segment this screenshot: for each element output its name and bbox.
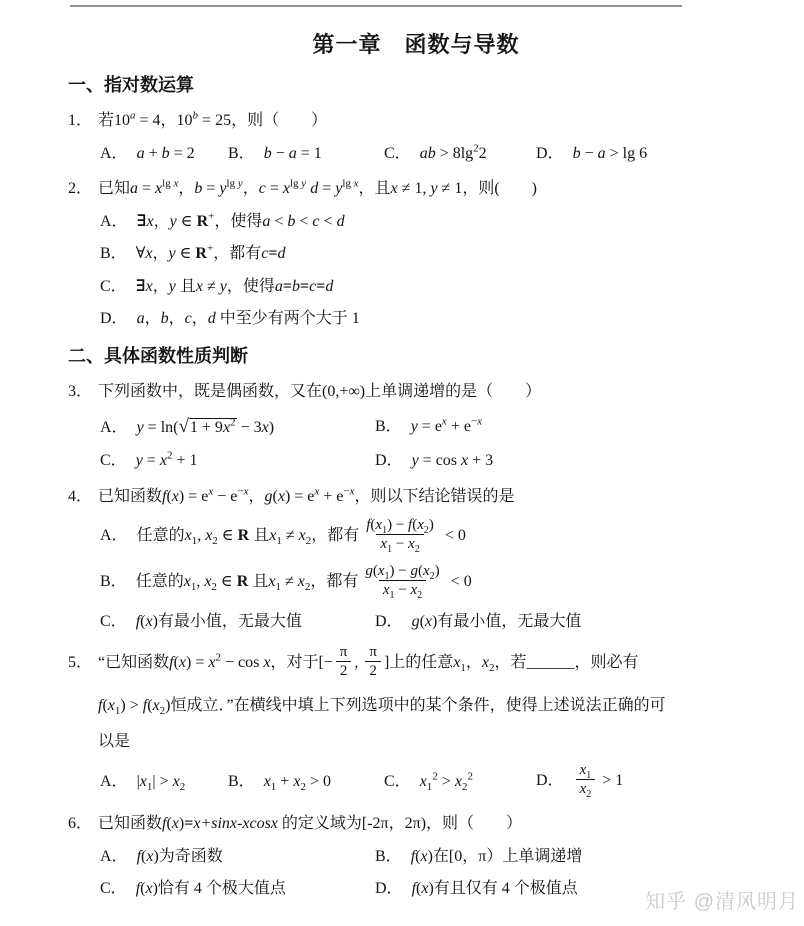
option-B	[100, 564, 764, 601]
option-label: C．	[100, 880, 127, 898]
options-group	[68, 142, 764, 165]
section-heading: 二、具体函数性质判断	[68, 345, 248, 366]
option-text: ab > $8\lg^22$	[419, 142, 487, 162]
watermark: 知乎 @清风明月	[645, 891, 799, 913]
option-text: $x_1 + x_2 > 0$	[263, 772, 331, 793]
option-label: B．	[228, 772, 255, 790]
question-stem-text: 以是	[98, 732, 131, 750]
option-label: D．	[375, 452, 403, 470]
option-label: C．	[384, 772, 411, 790]
question-number: 1．	[68, 112, 93, 129]
option-C	[100, 877, 375, 900]
option-label: B．	[100, 572, 127, 590]
option-label: D．	[375, 612, 403, 630]
option-B	[228, 770, 384, 793]
option-text: f(x)在[0，π）上单调递增	[410, 847, 583, 865]
question-stem-line	[68, 812, 764, 836]
option-A	[100, 845, 375, 868]
option-C	[384, 770, 536, 793]
option-label: B．	[375, 847, 402, 865]
option-label: D．	[536, 145, 564, 162]
option-text: y = cos x + 3	[411, 452, 494, 470]
option-C	[384, 142, 536, 165]
option-text: 任意的$x_1$, $x_2$ ∈ R 且$x_1 \ne x_2$，都有 $\frac{f(x_1) - f(x_2)}{x_1 - x_2}$ < 0	[136, 516, 466, 555]
question-number: 4．	[68, 487, 93, 505]
option-text: b − a = 1	[263, 145, 322, 162]
question-stem-text: 已知$a = x^{lg x}$，$b = y^{lg y}$，$c = x^{lg y}$ $d = y^{lg x}$，且x ≠ 1, y ≠ 1，则( )	[98, 177, 537, 198]
sqrt-radical: $√1 + 9x^2$	[178, 415, 236, 437]
option-label: C．	[384, 145, 411, 162]
question-stem-line	[68, 645, 764, 682]
option-label: D．	[100, 309, 128, 327]
option-A	[100, 518, 764, 555]
option-text: f(x)有最小值，无最大值	[135, 612, 302, 630]
option-text: ∃x，y 且x ≠ y，使得a=b=c=d	[135, 277, 334, 295]
option-text: $|x_1| > x_2$	[136, 772, 186, 793]
option-text: a，b，c，d 中至少有两个大于 1	[136, 309, 360, 327]
question-stem-line	[68, 485, 764, 509]
fraction: $\frac{f(x_1) - f(x_2)}{x_1 - x_2}$	[366, 516, 434, 555]
question-5	[68, 645, 764, 800]
option-label: A．	[100, 847, 128, 865]
option-label: B．	[228, 145, 255, 162]
option-text: 任意的$x_1$, $x_2$ ∈ R 且$x_1 \ne x_2$，都有 $\frac{g(x_1) - g(x_2)}{x_1 - x_2}$ < 0	[135, 562, 472, 601]
option-B	[100, 242, 764, 265]
option-C	[100, 610, 375, 633]
question-stem-text: 已知函数f(x)=x+sinx-xcosx 的定义域为[-2π，2π)，则（ ）	[98, 814, 523, 832]
options-group	[68, 413, 764, 473]
question-stem-line	[68, 380, 764, 404]
option-A	[100, 770, 228, 793]
question-stem-text: 下列函数中，既是偶函数，又在(0,+∞)上单调递增的是（ ）	[98, 382, 542, 400]
question-1	[68, 109, 764, 165]
option-label: C．	[100, 277, 127, 295]
question-stem-text: “已知函数$f(x) = x^2 - \cos x$，对于[− $\frac{\pi}{2}$ , $\frac{\pi}{2}$ ]上的任意$x_1$，$x_2$，若______，则必有	[98, 643, 639, 679]
page-top-rule	[70, 5, 682, 7]
option-D	[536, 763, 764, 800]
option-label: A．	[100, 418, 128, 436]
question-number: 5．	[68, 654, 93, 672]
option-B	[228, 142, 384, 165]
option-label: D．	[375, 880, 403, 898]
question-4	[68, 485, 764, 633]
option-label: A．	[100, 145, 128, 162]
option-B	[375, 845, 764, 868]
option-text: f(x)恰有 4 个极大值点	[135, 880, 286, 898]
option-D	[536, 142, 764, 165]
option-label: B．	[100, 245, 127, 263]
option-C	[100, 449, 375, 472]
question-stem-text: 若$10^a = 4$，$10^b = 25$，则（ ）	[98, 109, 328, 129]
option-text: $\frac{x_1}{x_2}$ > 1	[573, 772, 624, 789]
options-group	[68, 518, 764, 633]
option-text: ∀x，y ∈ R+，都有c=d	[135, 243, 286, 263]
option-text: g(x)有最小值，无最大值	[411, 612, 582, 630]
option-label: A．	[100, 526, 128, 544]
option-text: ∃x，y ∈ R+，使得a < b < c < d	[136, 210, 345, 231]
option-A	[100, 413, 375, 441]
section-heading: 一、指对数运算	[68, 75, 194, 95]
fraction: $\frac{g(x_1) - g(x_2)}{x_1 - x_2}$	[365, 562, 440, 601]
option-A	[100, 142, 228, 165]
page-title: 第一章 函数与导数	[312, 32, 520, 57]
question-number: 3．	[68, 382, 93, 400]
question-stem-text: $f(x_1) > f(x_2)$恒成立．”在横线中填上下列选项中的某个条件，使得上述说法正确的可	[98, 696, 666, 718]
option-text: $y = x^2 + 1$	[135, 450, 198, 470]
question-number: 6．	[68, 814, 93, 832]
option-D	[100, 307, 764, 330]
question-3	[68, 380, 764, 473]
question-2	[68, 177, 764, 330]
option-D	[375, 610, 764, 633]
document-body	[68, 71, 764, 900]
option-C	[100, 275, 764, 298]
option-B	[375, 415, 764, 438]
question-number: 2．	[68, 180, 93, 198]
option-label: B．	[375, 418, 402, 436]
option-label: C．	[100, 612, 127, 630]
options-group	[68, 210, 764, 330]
option-text: $x_1^2 > x_2^2$	[419, 770, 473, 793]
fraction: $\frac{\pi}{2}$	[365, 643, 381, 680]
option-A	[100, 210, 764, 233]
question-stem-line	[68, 694, 764, 718]
option-text: a + b = 2	[136, 145, 195, 162]
option-text: f(x)为奇函数	[136, 847, 223, 865]
option-text: $y = e^x + e^{-x}$	[410, 415, 483, 436]
fraction: $\frac{x_1}{x_2}$	[576, 761, 596, 798]
option-text: $y = \ln(√1 + 9x^2 - 3x)$	[136, 415, 275, 437]
option-label: C．	[100, 452, 127, 470]
question-stem-line	[68, 177, 764, 201]
option-label: A．	[100, 772, 128, 790]
option-text: b − a > lg 6	[572, 145, 648, 162]
question-stem-line	[68, 109, 764, 133]
question-stem-line	[68, 730, 764, 754]
option-text: f(x)有且仅有 4 个极值点	[411, 880, 578, 898]
option-D	[375, 449, 764, 472]
option-label: D．	[536, 772, 564, 790]
options-group	[68, 763, 764, 800]
option-label: A．	[100, 213, 128, 231]
question-stem-text: 已知函数$f(x) = e^x - e^{-x}$，$g(x) = e^x + e^{-x}$，则以下结论错误的是	[98, 485, 515, 505]
fraction: $\frac{\pi}{2}$	[336, 643, 352, 680]
